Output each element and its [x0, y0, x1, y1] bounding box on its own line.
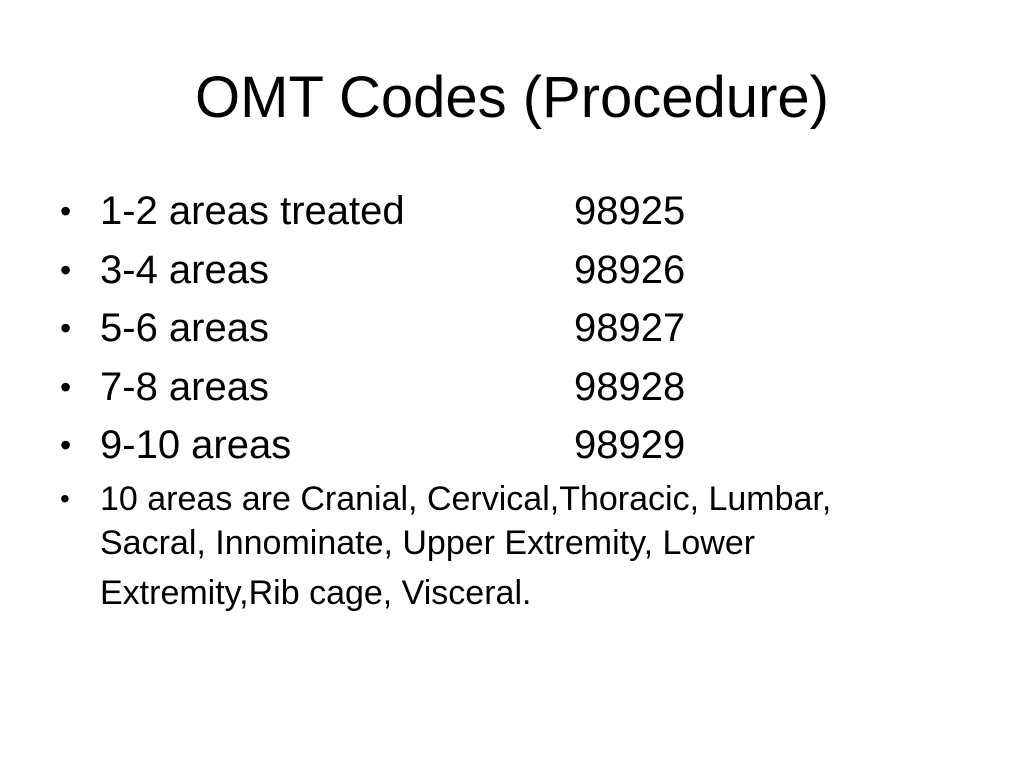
area-count-label: 9-10 areas [100, 423, 292, 467]
note-line: Extremity,Rib cage, Visceral. [100, 573, 532, 612]
areas-note [58, 477, 978, 615]
area-count-label: 5-6 areas [100, 306, 269, 350]
procedure-code: 98926 [574, 247, 686, 292]
note-line: Sacral, Innominate, Upper Extremity, Lower [100, 523, 756, 562]
slide-title: OMT Codes (Procedure) [195, 65, 829, 130]
area-count-label: 1-2 areas treated [100, 189, 405, 233]
list-item [58, 358, 978, 417]
area-count-label: 7-8 areas [100, 364, 269, 409]
procedure-code: 98927 [574, 306, 686, 350]
bullet-icon: • [60, 193, 72, 229]
note-line: 10 areas are Cranial, Cervical,Thoracic, Lumbar, [100, 479, 832, 518]
list-item [58, 299, 978, 358]
procedure-code: 98925 [574, 189, 686, 233]
bullet-icon: • [60, 482, 70, 514]
bullet-icon: • [60, 251, 72, 288]
bullet-icon: • [60, 368, 72, 405]
bullet-icon: • [60, 310, 72, 346]
list-item [58, 182, 978, 241]
procedure-code: 98928 [574, 364, 686, 409]
bullet-list [58, 182, 978, 615]
list-item [58, 416, 978, 475]
bullet-icon: • [60, 427, 72, 463]
list-item [58, 241, 978, 300]
area-count-label: 3-4 areas [100, 247, 269, 292]
procedure-code: 98929 [574, 423, 686, 467]
